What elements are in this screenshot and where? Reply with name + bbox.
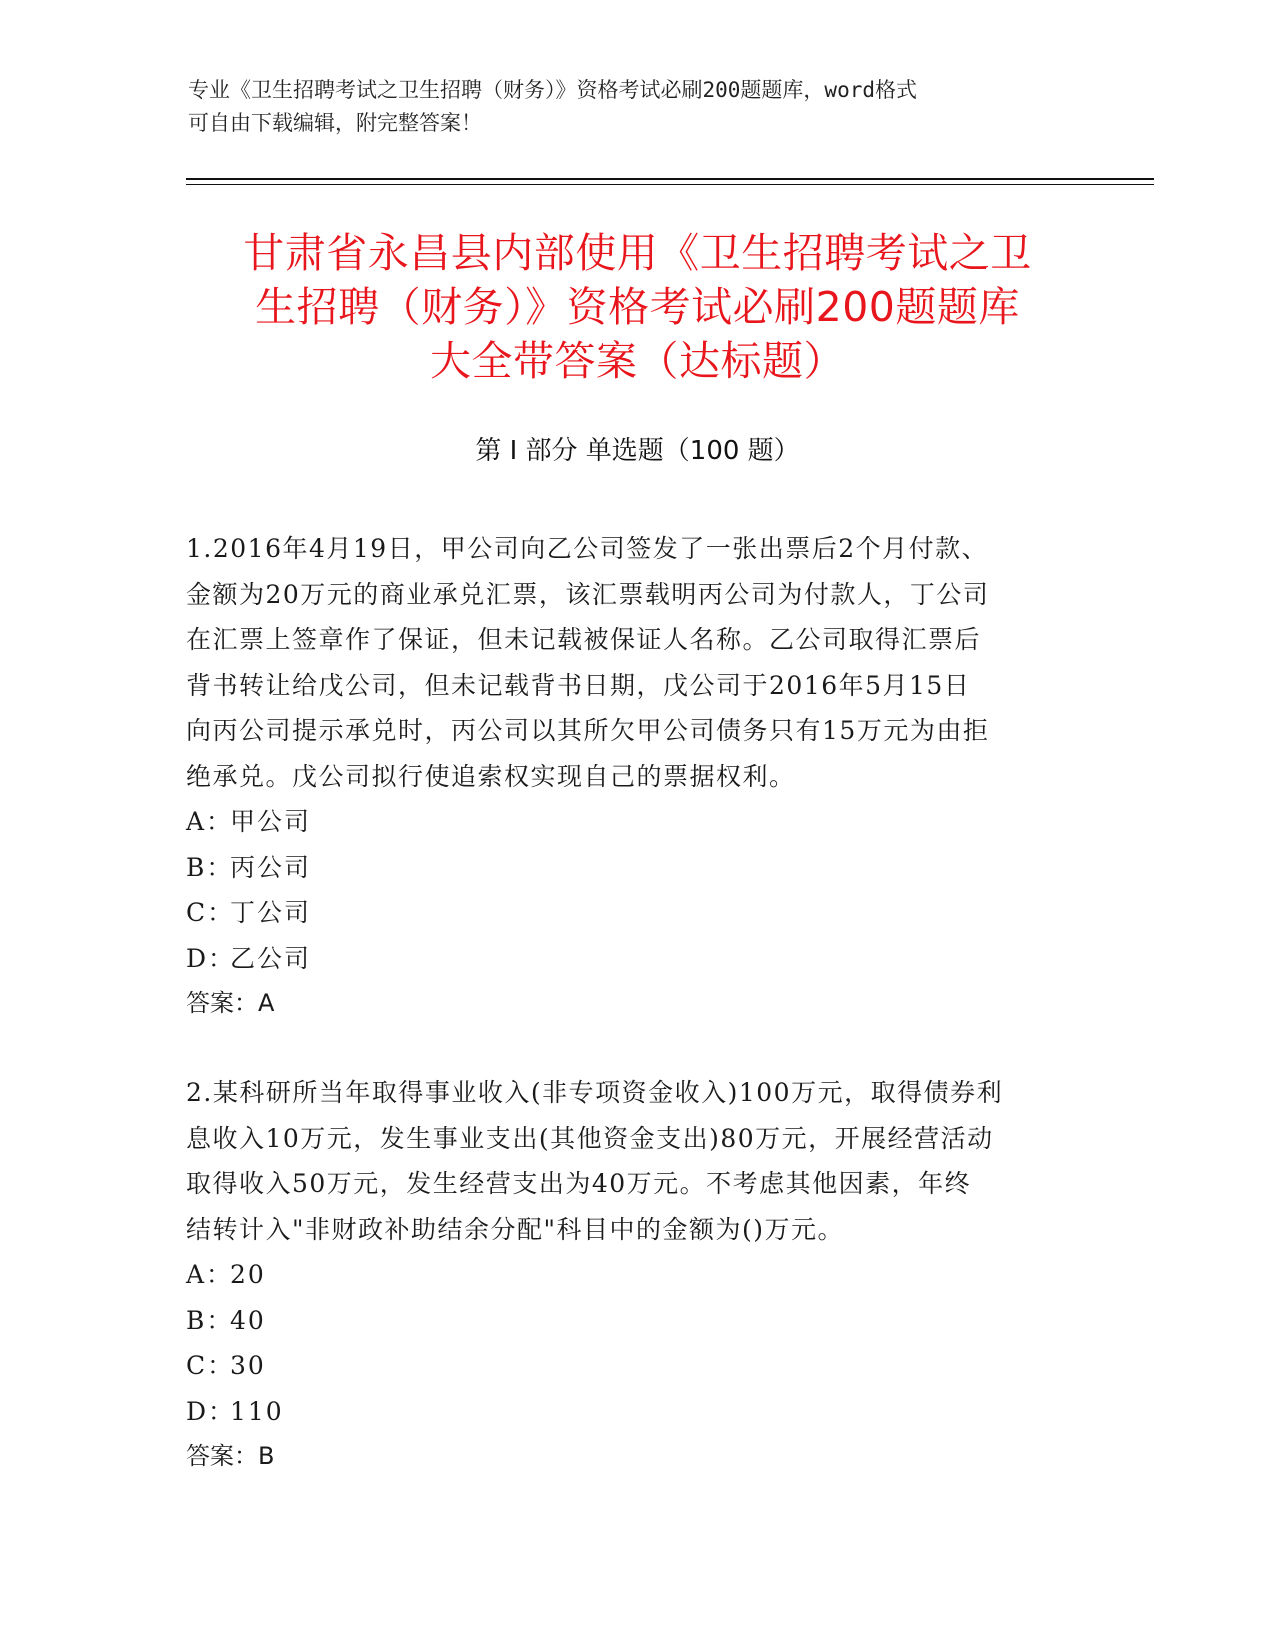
option-letter: C： [186, 898, 235, 927]
question-stem-line: 1.2016年4月19日，甲公司向乙公司签发了一张出票后2个月付款、 [186, 534, 989, 563]
option-letter: A： [186, 807, 234, 836]
option-c [186, 1343, 1091, 1389]
option-b [186, 845, 1091, 891]
option-text: 110 [230, 1396, 284, 1426]
option-a [186, 1252, 1091, 1298]
option-text: 甲公司 [230, 807, 312, 836]
question-stem-line: 息收入10万元，发生事业支出(其他资金支出)80万元，开展经营活动 [186, 1123, 994, 1153]
option-text: 丙公司 [230, 852, 312, 882]
question-stem-line: 向丙公司提示承兑时，丙公司以其所欠甲公司债务只有15万元为由拒 [186, 716, 990, 745]
header-note-line-1: 专业《卫生招聘考试之卫生招聘（财务）》资格考试必刷200题题库，word格式 [188, 78, 917, 102]
option-d [186, 936, 1091, 982]
header-divider-thick [186, 178, 1154, 180]
option-text: 乙公司 [230, 943, 312, 973]
header-note [188, 74, 1068, 140]
option-a [186, 799, 1091, 845]
question-2 [186, 1070, 1091, 1480]
header-note-line-2: 可自由下载编辑，附完整答案！ [188, 111, 482, 135]
option-text: 20 [230, 1260, 266, 1289]
document-title-line-3: 大全带答案（达标题） [430, 337, 845, 385]
header-divider-thin [186, 184, 1154, 185]
question-stem-line: 结转计入"非财政补助结余分配"科目中的金额为()万元。 [186, 1214, 845, 1244]
option-letter: D： [186, 943, 236, 973]
document-title-line-1: 甘肃省永昌县内部使用《卫生招聘考试之卫 [243, 229, 1032, 277]
question-1 [186, 526, 1091, 1027]
question-stem-line: 取得收入50万元，发生经营支出为40万元。不考虑其他因素，年终 [186, 1169, 972, 1198]
option-letter: A： [186, 1260, 234, 1289]
question-stem-line: 在汇票上签章作了保证，但未记载被保证人名称。乙公司取得汇票后 [186, 625, 982, 654]
option-letter: B： [186, 1305, 234, 1335]
document-title-line-2: 生招聘（财务）》资格考试必刷200题题库 [255, 283, 1020, 331]
section-heading: 第 I 部分 单选题（100 题） [475, 436, 800, 466]
option-letter: B： [186, 852, 234, 882]
question-stem-line: 金额为20万元的商业承兑汇票，该汇票载明丙公司为付款人，丁公司 [186, 579, 990, 609]
option-text: 丁公司 [230, 898, 312, 927]
question-stem-line: 2.某科研所当年取得事业收入(非专项资金收入)100万元，取得债券利 [186, 1078, 1004, 1107]
option-b [186, 1298, 1091, 1344]
question-stem-line: 绝承兑。戊公司拟行使追索权实现自己的票据权利。 [186, 761, 796, 791]
answer-label: 答案：B [186, 1442, 275, 1470]
option-text: 40 [230, 1305, 266, 1335]
option-letter: C： [186, 1351, 235, 1380]
option-text: 30 [230, 1351, 266, 1380]
option-c [186, 890, 1091, 936]
question-stem-line: 背书转让给戊公司，但未记载背书日期，戊公司于2016年5月15日 [186, 670, 971, 700]
option-d [186, 1389, 1091, 1435]
option-letter: D： [186, 1396, 236, 1426]
document-title [180, 226, 1095, 388]
answer-label: 答案：A [186, 989, 275, 1017]
